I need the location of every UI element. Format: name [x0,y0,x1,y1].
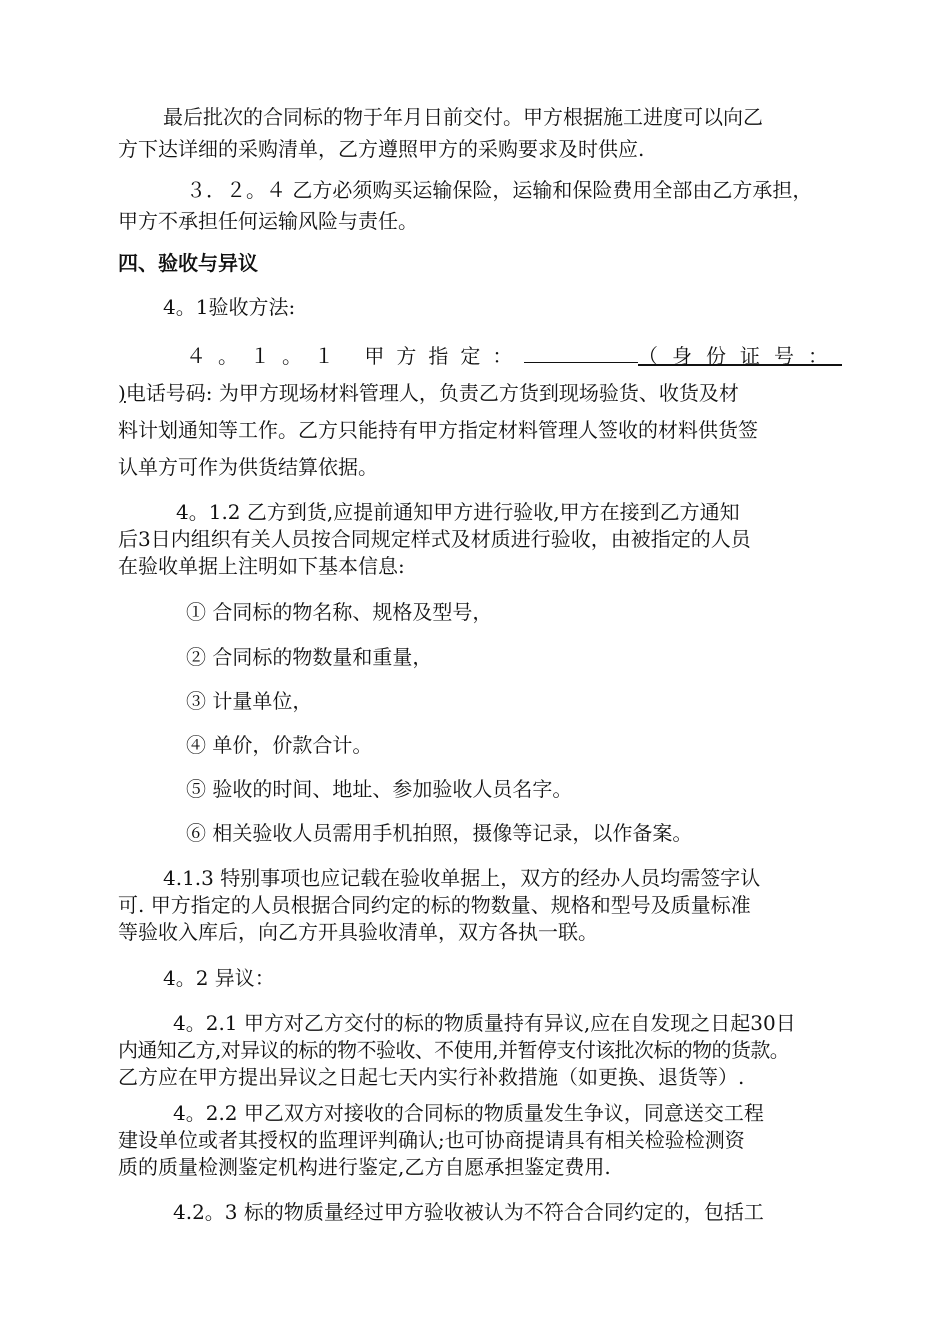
text-line: 等验收入库后，向乙方开具验收清单，双方各执一联。 [118,920,598,944]
paragraph-4-2-1 [118,1009,898,1092]
paragraph-4-2-2 [118,1099,842,1182]
list-item: ④ 单价，价款合计。 [186,733,373,757]
clause-prefix: ４。１。１ 甲方指定： [186,344,525,368]
list-item: ③ 计量单位， [186,689,313,713]
text-line: 最后批次的合同标的物于年月日前交付。甲方根据施工进度可以向乙 [163,105,763,129]
paragraph-4-2-3 [118,1198,842,1227]
text-line: 内通知乙方,对异议的标的物不验收、不使用,并暂停支付该批次标的物的货款。 [118,1038,790,1062]
text-line: 后3日内组织有关人员按合同规定样式及材质进行验收，由被指定的人员 [118,527,751,551]
paragraph-3-2-4 [118,176,842,236]
text-line: 4。1.2 乙方到货,应提前通知甲方进行验收,甲方在接到乙方通知 [176,500,740,524]
text-line: 方下达详细的采购清单，乙方遵照甲方的采购要求及时供应. [118,137,645,161]
text-line: 质的质量检测鉴定机构进行鉴定,乙方自愿承担鉴定费用. [118,1155,611,1179]
paragraph-delivery [118,103,842,164]
text-line: 4。2.2 甲乙双方对接收的合同标的物质量发生争议，同意送交工程 [173,1101,764,1125]
id-label: （身份证号： [638,344,842,368]
list-item: ① 合同标的物名称、规格及型号， [186,600,493,624]
paragraph-4-1-2 [118,498,842,581]
name-blank [524,342,638,363]
text-line: 4。1验收方法: [163,295,296,319]
text-line [118,342,842,371]
paragraph-4-1-1 [118,342,842,482]
text-line: 4.2。3 标的物质量经过甲方验收被认为不符合合同约定的，包括工 [173,1200,764,1224]
paragraph-4-1-3 [118,864,842,947]
text-line: 料计划通知等工作。乙方只能持有甲方指定材料管理人签收的材料供货签 [118,418,758,442]
subsection-4-2-title [118,964,842,993]
text-line: 可. 甲方指定的人员根据合同约定的标的物数量、规格和型号及质量标准 [118,893,751,917]
text-line: 4.1.3 特别事项也应记载在验收单据上，双方的经办人员均需签字认 [163,866,761,890]
bracket-close: ) [118,381,126,405]
list-item: ② 合同标的物数量和重量， [186,645,433,669]
text-run: 电话号码: 为甲方现场材料管理人，负责乙方货到现场验货、收货及材 [125,381,739,405]
list-item: ⑤ 验收的时间、地址、参加验收人员名字。 [186,777,573,801]
list-item: ⑥ 相关验收人员需用手机拍照，摄像等记录，以作备案。 [186,821,693,845]
section-heading: 四、验收与异议 [118,251,258,275]
subsection-4-1-title [118,293,842,322]
text-line: 在验收单据上注明如下基本信息: [118,554,405,578]
text-line: 建设单位或者其授权的监理评判确认;也可协商提请具有相关检验检测资 [118,1128,745,1152]
text-line: 4。2.1 甲方对乙方交付的标的物质量持有异议,应在自发现之日起30日 [173,1011,796,1035]
text-line: 乙方应在甲方提出异议之日起七天内实行补救措施（如更换、退货等）. [118,1065,745,1089]
text-line: ３．２。４ 乙方必须购买运输保险，运输和保险费用全部由乙方承担， [186,178,813,202]
text-line: 4。2 异议： [163,966,275,990]
text-line [118,379,842,408]
text-line: 甲方不承担任何运输风险与责任。 [118,209,418,233]
text-line: 认单方可作为供货结算依据。 [118,455,378,479]
